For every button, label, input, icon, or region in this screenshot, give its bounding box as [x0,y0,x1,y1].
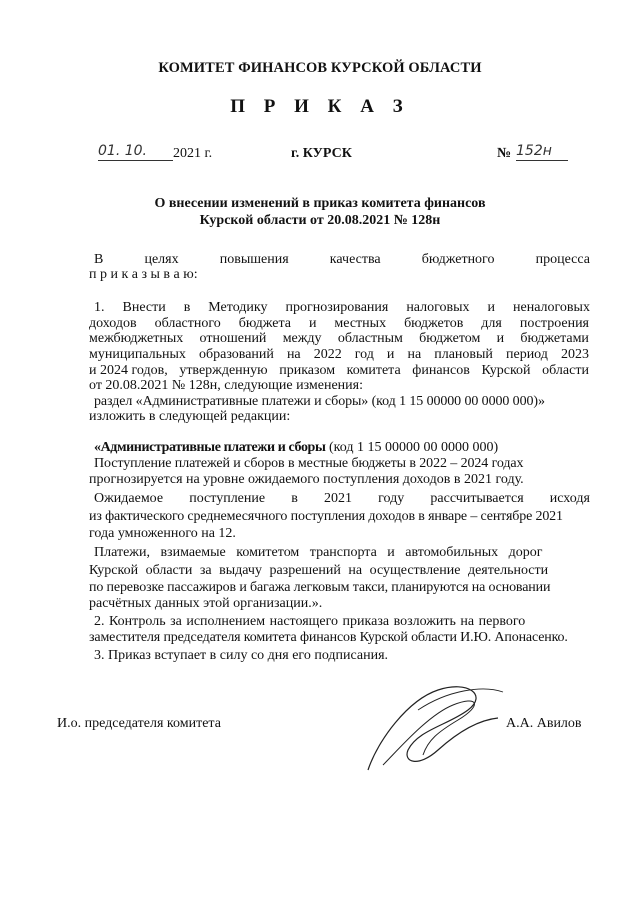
word: образований [198,347,274,362]
word: областного [154,316,221,331]
word: и [308,316,317,331]
signatory-position: И.о. председателя комитета [57,716,221,731]
word: утвержденную [179,363,268,378]
item2-line-2: заместителя председателя комитета финансов Курской области И.Ю. Апонасенко. [89,630,568,645]
order-number-label: № [497,146,512,161]
word: и 2024 годов, [89,363,168,378]
word: бюджетов [404,316,464,331]
word: поступление [189,491,266,506]
para3-line-1: Платежи, взимаемые комитетом транспорта и автомобильных дорог [94,545,543,560]
word: построения [519,316,589,331]
word: в [291,491,298,506]
word: год [354,347,374,362]
quote-title-bold: «Административные платежи и сборы [94,440,326,455]
word: году [378,491,405,506]
word: Методику [208,300,268,315]
word: межбюджетных [89,331,184,346]
item1-line-4 [89,347,589,363]
section-line: раздел «Административные платежи и сборы» (код 1 15 00000 00 0000 000)» [94,394,545,409]
item1-line-6: от 20.08.2021 № 128н, следующие изменения: [89,378,363,393]
word: бюджетами [520,331,589,346]
item1-line-8: изложить в следующей редакции: [89,409,291,424]
word: Курской [481,363,531,378]
item1-line-2 [89,316,589,332]
word: налоговых [406,300,470,315]
word: финансов [412,363,470,378]
word: качества [329,252,381,267]
handwritten-order-number: 152н [516,143,568,161]
word: бюджетом [419,331,481,346]
item1-line-3 [89,331,589,347]
para2-line-3: года умноженного на 12. [89,526,236,541]
word: исходя [549,491,590,506]
preamble-line-1 [94,252,590,268]
subject-line-1: О внесении изменений в приказ комитета финансов [154,196,486,211]
handwritten-date: 01. 10. [98,143,173,161]
word: бюджетного [421,252,495,267]
word: В [94,252,104,267]
item3-line-1: 3. Приказ вступает в силу со дня его подписания. [94,648,389,663]
word: и [386,347,395,362]
word: отношений [199,331,267,346]
word: период [505,347,548,362]
para1-line-2: прогнозируется на уровне ожидаемого поступления доходов в 2021 году. [89,472,524,487]
handwritten-signature-icon [358,670,508,780]
word: плановый [434,347,493,362]
preamble-line-2: п р и к а з ы в а ю: [89,267,198,282]
word: области [542,363,589,378]
item1-line-5 [89,363,589,379]
word: рассчитывается [430,491,524,506]
item-number: 1. [94,300,105,315]
document-type-title: П Р И К А З [230,96,410,117]
word: комитета [346,363,401,378]
signatory-name: А.А. Авилов [506,716,582,731]
word: местных [334,316,387,331]
word: и [487,300,496,315]
item2-line-1: 2. Контроль за исполнением настоящего приказа возложить на первого [94,614,526,629]
word: 2021 [324,491,353,506]
word: 2023 [560,347,589,362]
item1-line-1 [94,300,590,316]
word: прогнозирования [285,300,389,315]
word: бюджета [238,316,291,331]
city-label: г. КУРСК [291,146,352,161]
word: повышения [219,252,289,267]
organization-title: КОМИТЕТ ФИНАНСОВ КУРСКОЙ ОБЛАСТИ [158,60,482,76]
word: целях [144,252,179,267]
para2-line-1 [94,491,590,507]
para2-line-2: из фактического среднемесячного поступления доходов в январе – сентябре 2021 [89,509,563,524]
word: в [183,300,191,315]
quote-title-code: (код 1 15 00000 00 0000 000) [325,440,499,455]
date-year: 2021 г. [173,146,213,161]
word: приказом [279,363,336,378]
para3-line-2: Курской области за выдачу разрешений на осуществление деятельности [89,563,549,578]
word: на [407,347,422,362]
word: неналоговых [513,300,590,315]
word: на [286,347,301,362]
word: Внести [122,300,166,315]
word: областным [337,331,403,346]
para1-line-1: Поступление платежей и сборов в местные бюджеты в 2022 – 2024 годах [94,456,524,471]
para3-line-4: расчётных данных этой организации.». [89,596,323,611]
quote-title [94,440,594,456]
word: процесса [535,252,590,267]
subject-line-2: Курской области от 20.08.2021 № 128н [199,213,441,228]
word: и [496,331,505,346]
word: между [282,331,322,346]
document-subject [0,195,640,229]
word: для [481,316,502,331]
word: 2022 [313,347,342,362]
word: муниципальных [89,347,186,362]
para3-line-3: по перевозке пассажиров и багажа легковым такси, планируются на основании [89,580,551,595]
word: доходов [89,316,137,331]
word: Ожидаемое [94,491,164,506]
